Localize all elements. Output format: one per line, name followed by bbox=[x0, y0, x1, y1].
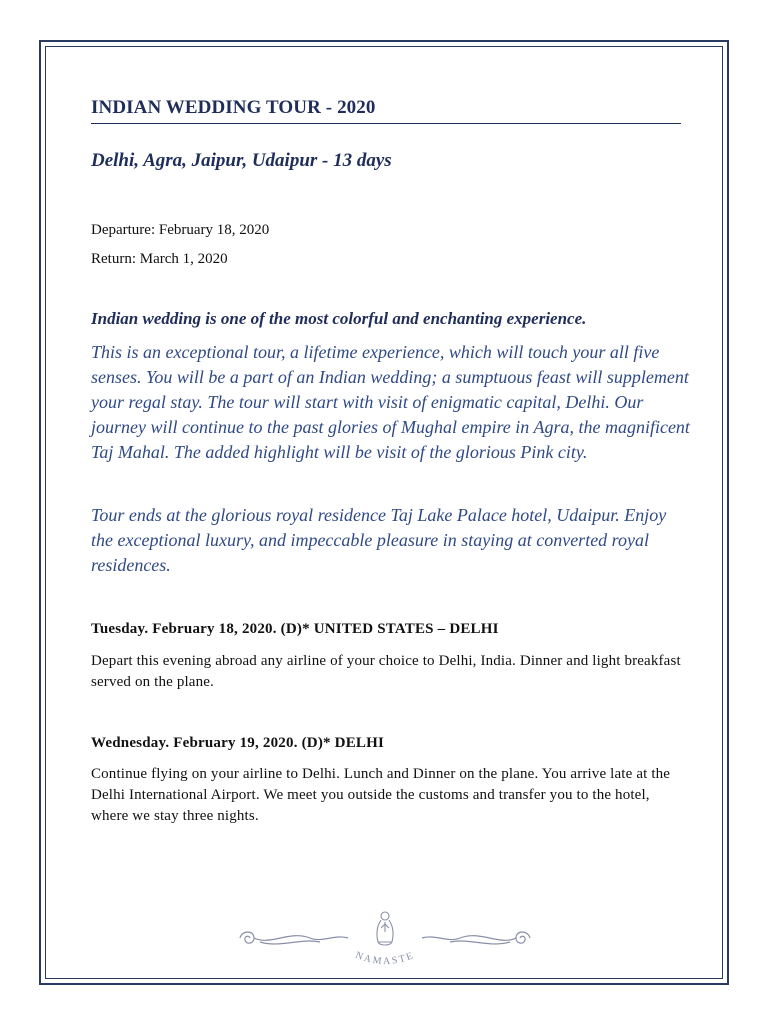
intro-paragraph-2: Tour ends at the glorious royal residence Taj Lake Palace hotel, Udaipur. Enjoy the exceptional luxury, and impeccable pleasure in staying at converted royal residences. bbox=[91, 505, 667, 575]
page-title: INDIAN WEDDING TOUR - 2020 bbox=[91, 97, 376, 118]
return-date: Return: March 1, 2020 bbox=[91, 251, 228, 267]
namaste-logo-text: NAMASTE bbox=[353, 949, 417, 968]
itinerary-day-heading: Tuesday. February 18, 2020. (D)* UNITED STATES – DELHI bbox=[91, 621, 499, 637]
itinerary-day-heading: Wednesday. February 19, 2020. (D)* DELHI bbox=[91, 735, 385, 751]
departure-date: Departure: February 18, 2020 bbox=[91, 222, 270, 238]
title-divider bbox=[91, 123, 681, 124]
namaste-figure-icon bbox=[377, 912, 393, 945]
intro-lead: Indian wedding is one of the most colorful and enchanting experience. bbox=[91, 309, 587, 328]
tour-dates bbox=[91, 216, 269, 274]
page-subtitle: Delhi, Agra, Jaipur, Udaipur - 13 days bbox=[91, 150, 392, 171]
namaste-logo bbox=[230, 908, 540, 978]
itinerary-day-body: Depart this evening abroad any airline of your choice to Delhi, India. Dinner and light breakfast served on the plane. bbox=[91, 653, 681, 690]
right-flourish-icon bbox=[422, 932, 530, 944]
itinerary-day-body: Continue flying on your airline to Delhi. Lunch and Dinner on the plane. You arrive late at the Delhi International Airport. We meet you outside the customs and transfer you to the hotel, where we stay three nights. bbox=[91, 766, 671, 824]
left-flourish-icon bbox=[240, 932, 348, 944]
intro-paragraph: This is an exceptional tour, a lifetime experience, which will touch your all five senses. You will be a part of an Indian wedding; a sumptuous feast will supplement your regal stay. The tour will start with visit of enigmatic capital, Delhi. Our journey will continue to the past glories of Mughal empire in Agra, the magnificent Taj Mahal. The added highlight will be visit of the glorious Pink city. bbox=[91, 342, 690, 462]
